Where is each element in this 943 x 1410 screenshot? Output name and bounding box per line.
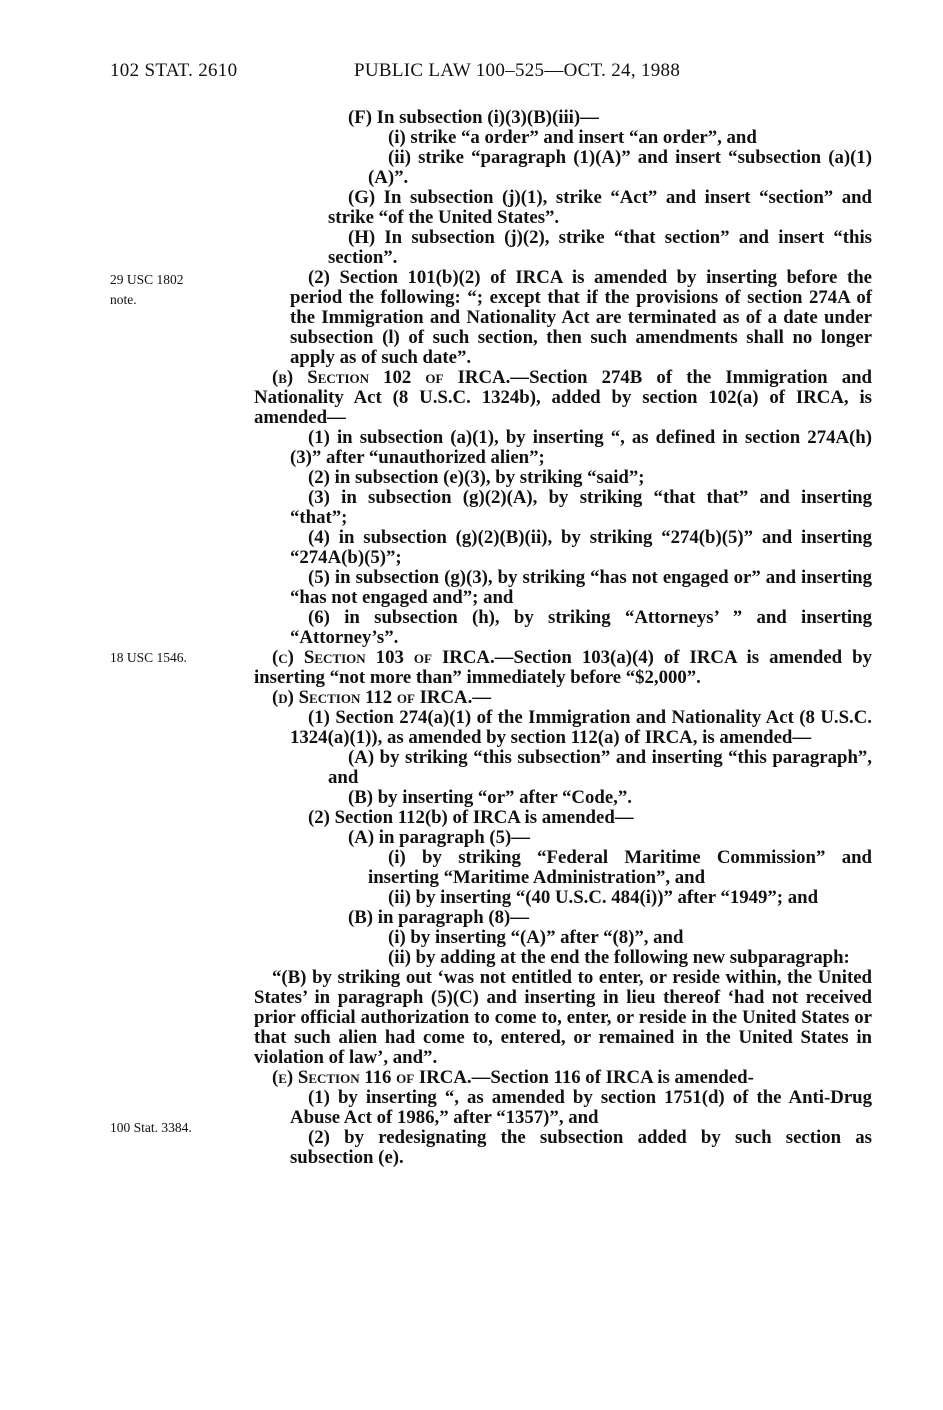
margin-note <box>110 270 184 310</box>
paragraph-text: (i) strike “a order” and insert “an order”, and <box>388 127 757 148</box>
margin-note-line: 100 Stat. 3384. <box>110 1120 192 1135</box>
margin-note <box>110 648 187 668</box>
paragraph-text: (F) In subsection (i)(3)(B)(iii)— <box>348 107 599 128</box>
paragraph-text: (2) in subsection (e)(3), by striking “said”; <box>308 467 645 488</box>
paragraph-text: (i) by striking “Federal Maritime Commission” and inserting “Maritime Administration”, and <box>368 847 872 888</box>
statute-paragraph <box>254 528 872 568</box>
section-heading: (e) Section 116 of IRCA. <box>272 1067 472 1088</box>
paragraph-text: (2) Section 112(b) of IRCA is amended— <box>308 807 634 828</box>
paragraph-text: (G) In subsection (j)(1), strike “Act” and insert “section” and strike “of the United States”. <box>328 187 872 228</box>
statute-paragraph <box>254 228 872 268</box>
statute-paragraph <box>254 428 872 468</box>
statute-paragraph <box>254 468 872 488</box>
margin-note <box>110 1118 192 1138</box>
statute-paragraph <box>254 148 872 188</box>
paragraph-text: (5) in subsection (g)(3), by striking “has not engaged or” and inserting “has not engaged and”; and <box>290 567 872 608</box>
margin-note-line: 29 USC 1802 <box>110 272 184 287</box>
paragraph-text: — <box>472 687 492 708</box>
paragraph-text: —Section 103(a)(4) of IRCA is amended by inserting “not more than” immediately before “$2,000”. <box>254 647 872 688</box>
page-number-header: 102 STAT. 2610 <box>110 60 238 81</box>
statute-paragraph <box>254 188 872 228</box>
statute-paragraph <box>254 648 872 688</box>
section-heading: (b) Section 102 of IRCA. <box>272 367 511 388</box>
statute-paragraph <box>254 1128 872 1168</box>
paragraph-text: (ii) strike “paragraph (1)(A)” and insert “subsection (a)(1)(A)”. <box>368 147 872 188</box>
paragraph-text: (B) in paragraph (8)— <box>348 907 530 928</box>
paragraph-text: (A) in paragraph (5)— <box>348 827 531 848</box>
paragraph-text: (1) by inserting “, as amended by section 1751(d) of the Anti-Drug Abuse Act of 1986,” after “1357)”, and <box>290 1087 872 1128</box>
paragraph-text: (ii) by adding at the end the following new subparagraph: <box>388 947 850 968</box>
paragraph-text: (H) In subsection (j)(2), strike “that section” and insert “this section”. <box>328 227 872 268</box>
paragraph-text: (6) in subsection (h), by striking “Attorneys’ ” and inserting “Attorney’s”. <box>290 607 872 648</box>
paragraph-text: (i) by inserting “(A)” after “(8)”, and <box>388 927 684 948</box>
paragraph-text: (B) by inserting “or” after “Code,”. <box>348 787 632 808</box>
paragraph-text: —Section 274B of the Immigration and Nationality Act (8 U.S.C. 1324b), added by section 102(a) of IRCA, is amended— <box>254 367 872 428</box>
paragraph-text: (2) Section 101(b)(2) of IRCA is amended by inserting before the period the following: “; except that if the provisions of section 274A of the Immigration and Nationality Act are terminated as of a date under subsection (l) of such section, then such amendments shall no longer apply as of such date”. <box>290 267 872 368</box>
statute-paragraph <box>254 848 872 888</box>
statute-paragraph <box>254 888 872 908</box>
statute-paragraph <box>254 268 872 368</box>
statute-paragraph <box>254 1068 872 1088</box>
statute-body <box>254 108 872 1168</box>
section-heading: (d) Section 112 of IRCA. <box>272 687 473 708</box>
paragraph-text: (3) in subsection (g)(2)(A), by striking “that that” and inserting “that”; <box>290 487 872 528</box>
statute-paragraph <box>254 748 872 788</box>
paragraph-text: (4) in subsection (g)(2)(B)(ii), by striking “274(b)(5)” and inserting “274A(b)(5)”; <box>290 527 872 568</box>
statute-paragraph <box>254 1088 872 1128</box>
paragraph-text: —Section 116 of IRCA is amended- <box>471 1067 754 1088</box>
statute-paragraph <box>254 568 872 608</box>
statute-paragraph <box>254 488 872 528</box>
statute-paragraph <box>254 908 872 928</box>
margin-note-line: note. <box>110 292 137 307</box>
statute-paragraph <box>254 968 872 1068</box>
statute-paragraph <box>254 708 872 748</box>
margin-note-line: 18 USC 1546. <box>110 650 187 665</box>
statute-paragraph <box>254 688 872 708</box>
paragraph-text: (2) by redesignating the subsection added by such section as subsection (e). <box>290 1127 872 1168</box>
paragraph-text: (1) in subsection (a)(1), by inserting “, as defined in section 274A(h)(3)” after “unauthorized alien”; <box>290 427 872 468</box>
statute-paragraph <box>254 368 872 428</box>
statute-paragraph <box>254 788 872 808</box>
statute-paragraph <box>254 608 872 648</box>
statute-paragraph <box>254 808 872 828</box>
public-law-header: PUBLIC LAW 100–525—OCT. 24, 1988 <box>354 60 681 81</box>
statute-paragraph <box>254 948 872 968</box>
paragraph-text: (1) Section 274(a)(1) of the Immigration and Nationality Act (8 U.S.C. 1324(a)(1)), as amended by section 112(a) of IRCA, is amended— <box>290 707 872 748</box>
paragraph-text: (A) by striking “this subsection” and inserting “this paragraph”, and <box>328 747 872 788</box>
statute-paragraph <box>254 828 872 848</box>
statute-paragraph <box>254 108 872 128</box>
section-heading: (c) Section 103 of IRCA. <box>272 647 495 668</box>
statute-paragraph <box>254 928 872 948</box>
paragraph-text: (ii) by inserting “(40 U.S.C. 484(i))” after “1949”; and <box>388 887 819 908</box>
statute-paragraph <box>254 128 872 148</box>
paragraph-text: “(B) by striking out ‘was not entitled to enter, or reside within, the United States’ in paragraph (5)(C) and inserting in lieu thereof ‘had not received prior official authorization to come to, enter, or reside in the United States or that such alien had come to, entered, or remained in the United States in violation of law’, and”. <box>254 967 872 1068</box>
